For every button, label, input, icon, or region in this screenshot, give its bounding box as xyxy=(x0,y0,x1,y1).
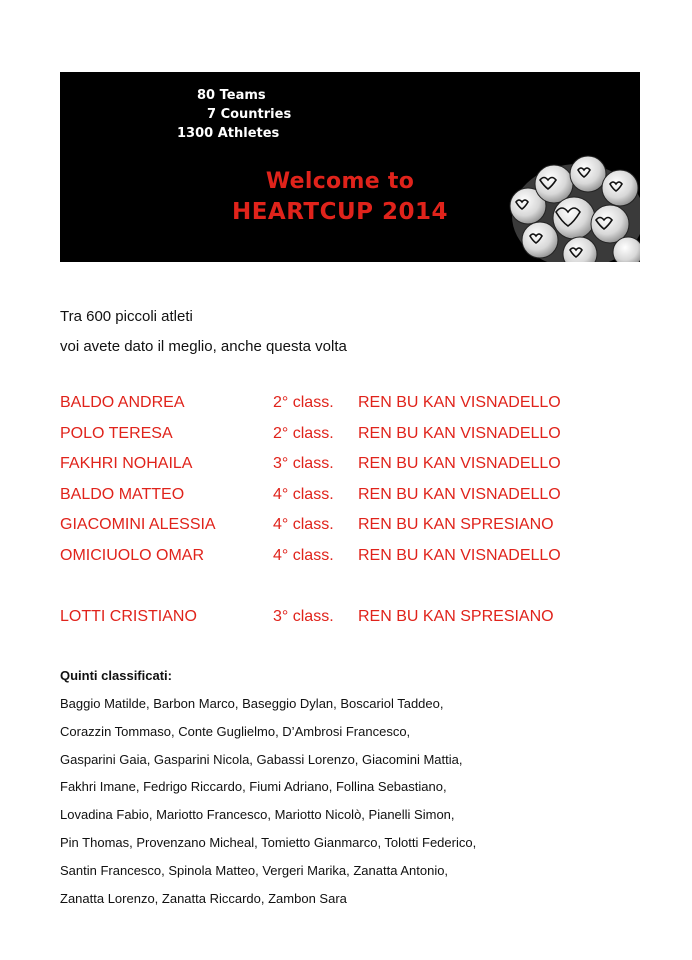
result-row xyxy=(60,419,660,450)
athlete-name: FAKHRI NOHAILA xyxy=(60,455,193,472)
result-row xyxy=(60,602,660,633)
fifth-place-names: Zanatta Lorenzo, Zanatta Riccardo, Zambon Sara xyxy=(60,890,347,906)
athlete-name: GIACOMINI ALESSIA xyxy=(60,516,216,533)
athlete-name: BALDO ANDREA xyxy=(60,394,185,411)
stat-athletes: 1300 Athletes xyxy=(177,126,280,141)
heartcup-buttons-image xyxy=(504,152,640,262)
result-row xyxy=(60,480,660,511)
heartcup-banner xyxy=(60,72,640,262)
stat-countries: 7 Countries xyxy=(207,107,292,122)
athlete-classification: 4° class. xyxy=(273,516,334,533)
athlete-name: LOTTI CRISTIANO xyxy=(60,608,197,625)
athlete-club: REN BU KAN VISNADELLO xyxy=(358,424,561,442)
result-row xyxy=(60,449,660,480)
result-row xyxy=(60,388,660,419)
athlete-name: OMICIUOLO OMAR xyxy=(60,546,205,564)
result-row xyxy=(60,541,660,572)
athlete-classification: 3° class. xyxy=(273,455,334,472)
fifth-place-names: Lovadina Fabio, Mariotto Francesco, Mariotto Nicolò, Pianelli Simon, xyxy=(60,807,455,823)
athlete-name: POLO TERESA xyxy=(60,424,173,442)
athlete-club: REN BU KAN SPRESIANO xyxy=(358,516,554,533)
fifth-place-names: Santin Francesco, Spinola Matteo, Vergeri Marika, Zanatta Antonio, xyxy=(60,862,449,878)
welcome-line: Welcome to xyxy=(265,169,415,194)
athlete-name: BALDO MATTEO xyxy=(60,485,185,503)
stat-teams: 80 Teams xyxy=(197,88,266,103)
fifth-place-names: Baggio Matilde, Barbon Marco, Baseggio Dylan, Boscariol Taddeo, xyxy=(60,696,444,711)
fifth-place-names: Fakhri Imane, Fedrigo Riccardo, Fiumi Adriano, Follina Sebastiano, xyxy=(60,779,447,795)
fifth-place-names: Gasparini Gaia, Gasparini Nicola, Gabassi Lorenzo, Giacomini Mattia, xyxy=(60,751,463,767)
athlete-club: REN BU KAN SPRESIANO xyxy=(358,608,554,625)
athlete-club: REN BU KAN VISNADELLO xyxy=(358,546,561,564)
fifth-place-names: Pin Thomas, Provenzano Micheal, Tomietto Gianmarco, Tolotti Federico, xyxy=(60,834,477,850)
fifth-place-names: Corazzin Tommaso, Conte Guglielmo, D’Ambrosi Francesco, xyxy=(60,723,411,739)
fifth-place-section xyxy=(60,662,660,912)
athlete-classification: 4° class. xyxy=(273,546,334,564)
event-title: HEARTCUP 2014 xyxy=(231,199,449,225)
result-row xyxy=(60,510,660,541)
intro-line: voi avete dato il meglio, anche questa volta xyxy=(60,338,347,355)
athlete-club: REN BU KAN VISNADELLO xyxy=(358,394,561,411)
fifth-place-title: Quinti classificati: xyxy=(60,668,172,683)
athlete-classification: 2° class. xyxy=(273,424,334,442)
results-list xyxy=(60,388,660,633)
athlete-classification: 4° class. xyxy=(273,485,334,503)
athlete-club: REN BU KAN VISNADELLO xyxy=(358,455,561,472)
athlete-classification: 2° class. xyxy=(273,394,334,411)
intro-text xyxy=(60,302,347,362)
athlete-club: REN BU KAN VISNADELLO xyxy=(358,485,561,503)
athlete-classification: 3° class. xyxy=(273,608,334,625)
welcome-heading xyxy=(210,167,470,227)
intro-line: Tra 600 piccoli atleti xyxy=(60,308,193,325)
